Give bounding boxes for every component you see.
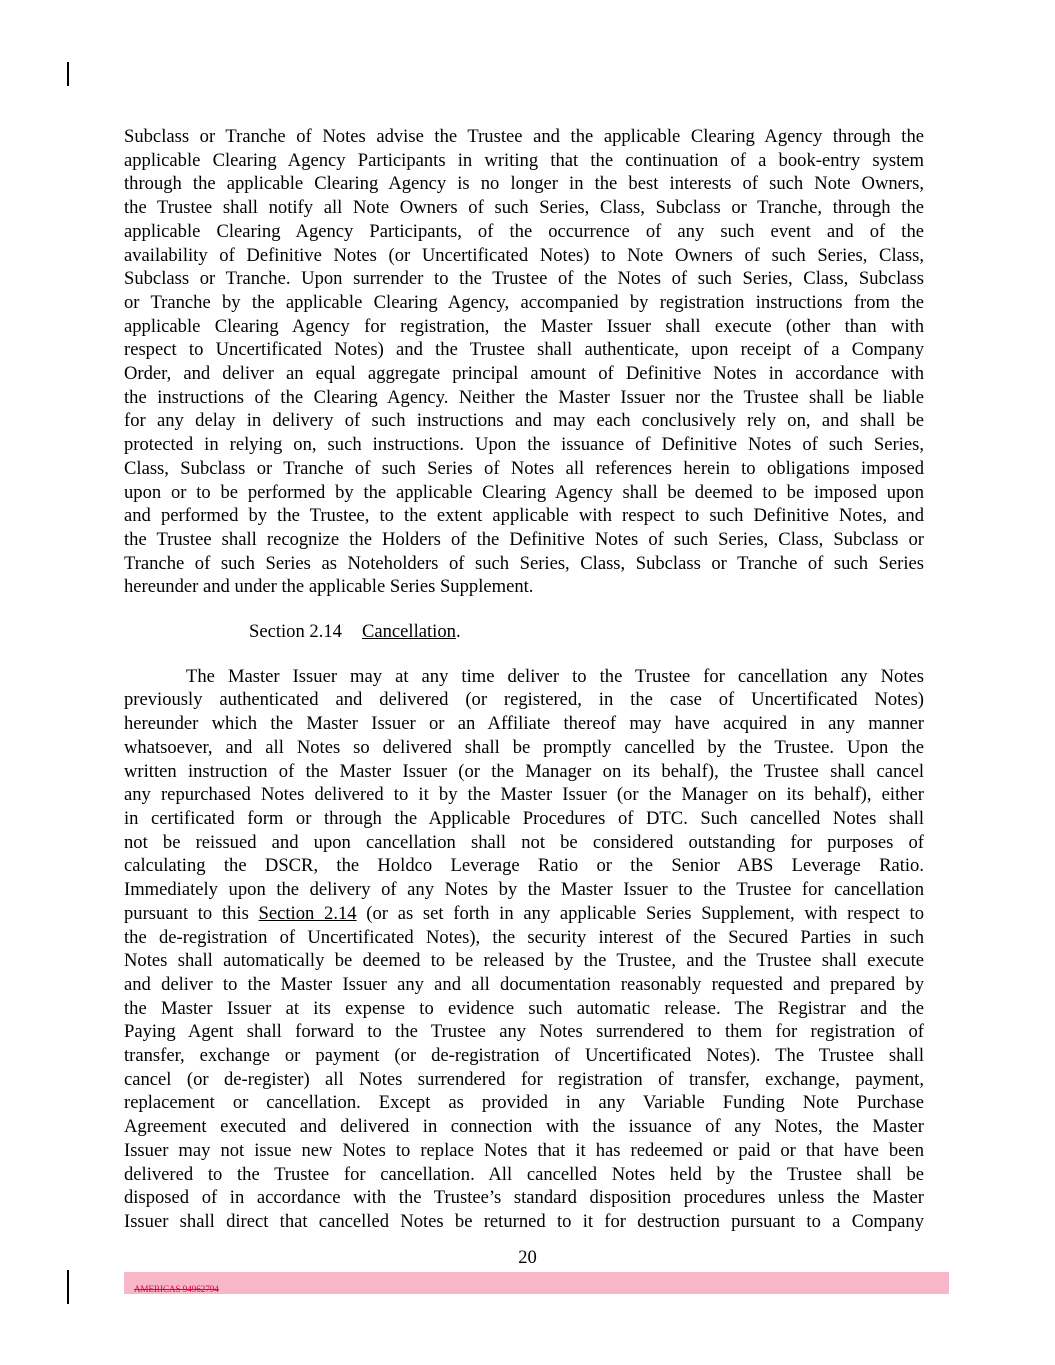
text-line: through the applicable Clearing Agency is no longer in the best interests of such Note Owners, [124,173,924,195]
text-line: the de-registration of Uncertificated Notes), the security interest of the Secured Parties in such [124,926,924,948]
text-line: applicable Clearing Agency Participants in writing that the continuation of a book-entry system [124,149,924,171]
text-line: written instruction of the Master Issuer (or the Manager on its behalf), the Trustee shall cancel [124,760,924,782]
text-line: Immediately upon the delivery of any Notes by the Master Issuer to the Trustee for cancellation [124,879,924,901]
paragraph-cancellation [124,665,924,1234]
change-bar-top [67,62,69,86]
document-body [124,125,924,1234]
text-line: pursuant to this Section 2.14 (or as set forth in any applicable Series Supplement, with respect to [124,902,925,924]
text-line: Order, and deliver an equal aggregate principal amount of Definitive Notes in accordance with [124,363,924,385]
text-line: and deliver to the Master Issuer any and all documentation reasonably requested and prepared by [124,973,924,995]
text-line: availability of Definitive Notes (or Uncertificated Notes) to Note Owners of such Series, Class, [124,244,924,266]
text-line: Issuer shall direct that cancelled Notes be returned to it for destruction pursuant to a Company [124,1210,924,1232]
section-reference-link[interactable]: Section 2.14 [258,902,357,924]
text-line: disposed of in accordance with the Trustee’s standard disposition procedures unless the Master [124,1187,924,1209]
text-line: Agreement executed and delivered in connection with the issuance of any Notes, the Master [124,1116,924,1138]
page-number: 20 [518,1247,537,1268]
text-line: the Master Issuer at its expense to evidence such automatic release. The Registrar and the [124,997,924,1019]
text-line: Notes shall automatically be deemed to be released by the Trustee, and the Trustee shall execute [124,950,924,972]
text-line: previously authenticated and delivered (or registered, in the case of Uncertificated Notes) [124,689,924,711]
text-line: applicable Clearing Agency Participants, of the occurrence of any such event and of the [124,220,924,242]
text-line: any repurchased Notes delivered to it by the Master Issuer (or the Manager on its behalf), either [124,784,924,806]
text-line: Class, Subclass or Tranche of such Series of Notes all references herein to obligations imposed [124,457,924,479]
text-line: in certificated form or through the Applicable Procedures of DTC. Such cancelled Notes shall [124,807,924,829]
text-line: the Trustee shall notify all Note Owners of such Series, Class, Subclass or Tranche, through the [124,197,924,219]
text-line: the instructions of the Clearing Agency. Neither the Master Issuer nor the Trustee shall be liable [124,386,924,408]
change-bar-bottom [67,1270,69,1304]
text-line: the Trustee shall recognize the Holders of the Definitive Notes of such Series, Class, Subclass or [124,528,924,550]
text-line: delivered to the Trustee for cancellation. All cancelled Notes held by the Trustee shall be [124,1163,924,1185]
text-line: cancel (or de-register) all Notes surrendered for registration of transfer, exchange, payment, [124,1068,924,1090]
paragraph-continuation [124,125,924,599]
text-line: transfer, exchange or payment (or de-registration of Uncertificated Notes). The Trustee shall [124,1045,924,1067]
text-line: replacement or cancellation. Except as provided in any Variable Funding Note Purchase [124,1092,924,1114]
section-title: Cancellation [361,621,456,643]
text-line: and performed by the Trustee, to the extent applicable with respect to such Definitive Notes, and [124,505,924,527]
text-line: or Tranche by the applicable Clearing Agency, accompanied by registration instructions from the [124,291,924,313]
text-line: Subclass or Tranche. Upon surrender to the Trustee of the Notes of such Series, Class, Subclass [124,268,924,290]
text-line: hereunder which the Master Issuer or an Affiliate thereof may have acquired in any manner [124,713,924,735]
document-id: AMERICAS 94962794 [134,1284,219,1294]
text-line: whatsoever, and all Notes so delivered shall be promptly cancelled by the Trustee. Upon the [124,736,924,758]
text-line: respect to Uncertificated Notes) and the Trustee shall authenticate, upon receipt of a Company [124,339,924,361]
footer-doc-id-band [124,1272,949,1294]
text-line: The Master Issuer may at any time deliver to the Trustee for cancellation any Notes [186,665,924,687]
section-title-period: . [455,621,461,643]
text-line: protected in relying on, such instructions. Upon the issuance of Definitive Notes of such Series, [124,434,924,456]
text-line: hereunder and under the applicable Series Supplement. [124,576,534,598]
text-line: applicable Clearing Agency for registration, the Master Issuer shall execute (other than with [124,315,924,337]
text-line: calculating the DSCR, the Holdco Leverage Ratio or the Senior ABS Leverage Ratio. [124,855,924,877]
section-number: Section 2.14 [249,621,342,643]
section-heading [249,620,924,644]
text-line: Paying Agent shall forward to the Trustee any Notes surrendered to them for registration of [124,1021,924,1043]
text-line: not be reissued and upon cancellation shall not be considered outstanding for purposes of [124,831,924,853]
text-line: upon or to be performed by the applicable Clearing Agency shall be deemed to be imposed upon [124,481,924,503]
text-line: for any delay in delivery of such instructions and may each conclusively rely on, and shall be [124,410,924,432]
text-line: Tranche of such Series as Noteholders of such Series, Class, Subclass or Tranche of such Series [124,552,924,574]
text-line: Subclass or Tranche of Notes advise the Trustee and the applicable Clearing Agency through the [124,126,924,147]
text-line: Issuer may not issue new Notes to replace Notes that it has redeemed or paid or that have been [124,1139,924,1161]
